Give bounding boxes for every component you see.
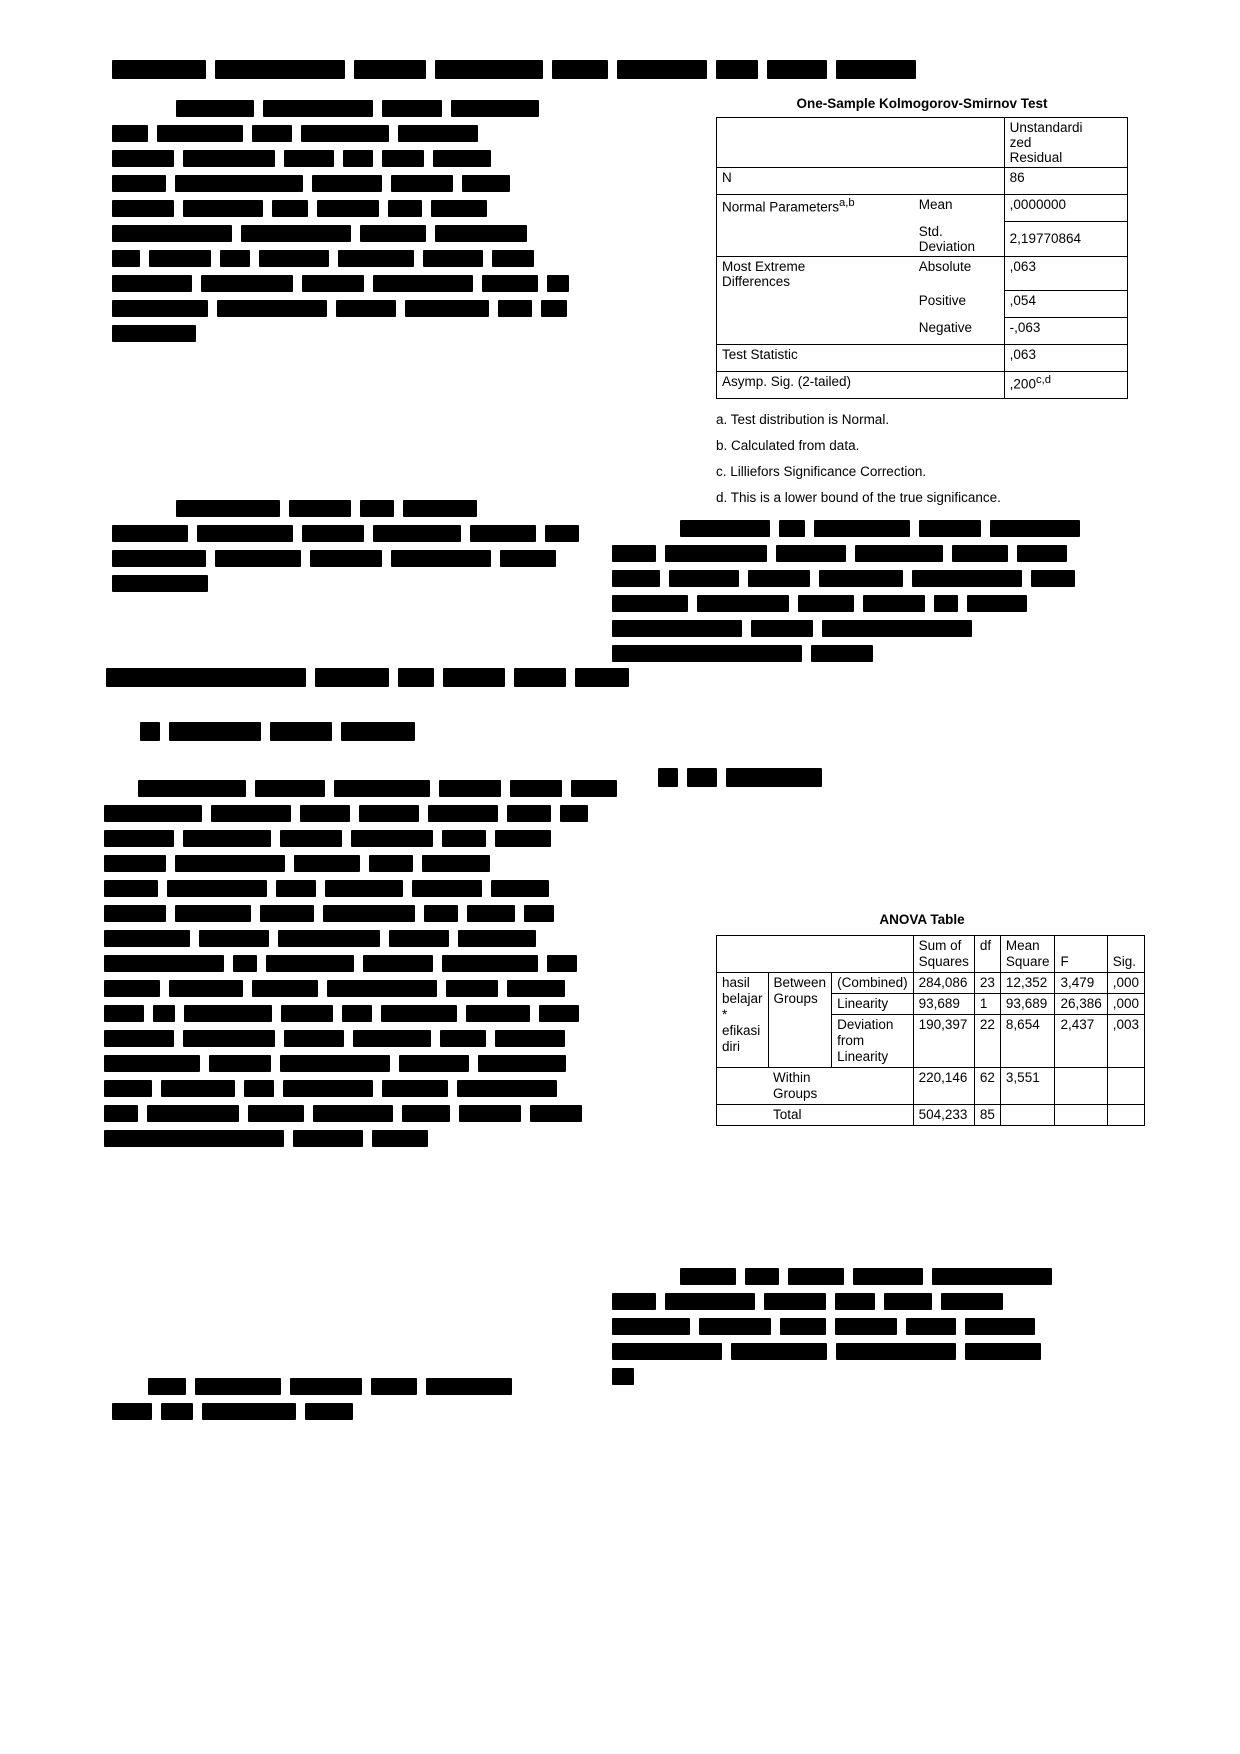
value-df: 62	[974, 1068, 1000, 1105]
table-row	[717, 222, 1128, 257]
footnote-c: c. Lilliefors Significance Correction.	[716, 464, 927, 479]
column-header-line-3: Residual	[1009, 150, 1063, 165]
redacted-paragraph-4	[112, 1378, 512, 1428]
value-sum-of-squares: 504,233	[913, 1105, 974, 1126]
anova-table-block	[716, 912, 1140, 1126]
table-header-row	[717, 936, 1145, 973]
value-mean-square: 12,352	[1000, 973, 1055, 994]
column-header-line-1: Unstandardi	[1009, 120, 1083, 135]
row-label-normal-parameters: Normal Parameters$^{a,b}$	[717, 195, 914, 222]
value-sum-of-squares: 190,397	[913, 1015, 974, 1068]
value-sig: ,003	[1107, 1015, 1144, 1068]
row-value-n: 86	[1004, 168, 1127, 195]
value-df: 1	[974, 994, 1000, 1015]
kolmogorov-footnotes	[716, 407, 1128, 511]
value-mean-square: 8,654	[1000, 1015, 1055, 1068]
row-value-test-statistic: ,063	[1004, 345, 1127, 372]
table-row	[717, 973, 1145, 994]
value-f	[1055, 1105, 1107, 1126]
row-sub-negative: Negative	[914, 318, 1004, 345]
footnote-d: d. This is a lower bound of the true significance.	[716, 490, 1001, 505]
row-value-negative: -,063	[1004, 318, 1127, 345]
footnote-a: a. Test distribution is Normal.	[716, 412, 890, 427]
value-df: 22	[974, 1015, 1000, 1068]
table-row	[717, 1105, 1145, 1126]
value-f: 2,437	[1055, 1015, 1107, 1068]
row-label-hasil-belajar-efikasi-diri: hasil belajar * efikasi diri	[717, 973, 769, 1068]
row-value-mean: ,0000000	[1004, 195, 1127, 222]
row-label-n: N	[717, 168, 914, 195]
redacted-heading-top	[112, 60, 916, 88]
value-mean-square	[1000, 1105, 1055, 1126]
redacted-subheading	[140, 722, 415, 750]
row-label-test-statistic: Test Statistic	[717, 345, 914, 372]
header-sig: Sig.	[1107, 936, 1144, 973]
redacted-paragraph-right-1	[612, 520, 1080, 670]
sub-deviation-from-linearity: Deviation from Linearity	[832, 1015, 914, 1068]
row-value-std-deviation: 2,19770864	[1004, 222, 1127, 257]
row-sub-positive: Positive	[914, 291, 1004, 318]
header-mean-square: Mean Square	[1000, 936, 1055, 973]
value-sig	[1107, 1105, 1144, 1126]
value-mean-square: 93,689	[1000, 994, 1055, 1015]
sub-linearity: Linearity	[832, 994, 914, 1015]
redacted-subheading-right	[658, 768, 822, 796]
table-header-row	[717, 118, 1128, 168]
group-total: Total	[768, 1105, 832, 1126]
row-sub-absolute: Absolute	[914, 256, 1004, 291]
value-sig: ,000	[1107, 973, 1144, 994]
table-row	[717, 291, 1128, 318]
row-value-asymp-sig: ,200$^{c,d}$	[1004, 372, 1127, 399]
table-row	[717, 1068, 1145, 1105]
row-label-asymp-sig: Asymp. Sig. (2-tailed)	[717, 372, 914, 399]
anova-table-title: ANOVA Table	[879, 912, 965, 927]
redacted-paragraph-3	[104, 780, 617, 1155]
row-sub-std-deviation: Std. Deviation	[914, 222, 1004, 257]
row-value-positive: ,054	[1004, 291, 1127, 318]
table-row	[717, 318, 1128, 345]
row-sub-mean: Mean	[914, 195, 1004, 222]
kolmogorov-smirnov-table	[716, 117, 1128, 399]
kolmogorov-table-title: One-Sample Kolmogorov-Smirnov Test	[796, 96, 1048, 111]
group-between-groups: Between Groups	[768, 973, 832, 1068]
redacted-paragraph-2	[112, 500, 579, 600]
table-row	[717, 168, 1128, 195]
value-f	[1055, 1068, 1107, 1105]
value-sum-of-squares: 93,689	[913, 994, 974, 1015]
table-row	[717, 195, 1128, 222]
value-f: 26,386	[1055, 994, 1107, 1015]
table-row	[717, 372, 1128, 399]
row-value-absolute: ,063	[1004, 256, 1127, 291]
value-sig	[1107, 1068, 1144, 1105]
header-sum-of-squares: Sum of Squares	[913, 936, 974, 973]
redacted-heading-2	[106, 668, 629, 696]
value-mean-square: 3,551	[1000, 1068, 1055, 1105]
value-df: 23	[974, 973, 1000, 994]
anova-table	[716, 935, 1145, 1126]
sub-combined: (Combined)	[832, 973, 914, 994]
header-df: df	[974, 936, 1000, 973]
footnote-b: b. Calculated from data.	[716, 438, 860, 453]
table-row	[717, 256, 1128, 291]
value-sum-of-squares: 220,146	[913, 1068, 974, 1105]
header-f: F	[1055, 936, 1107, 973]
value-f: 3,479	[1055, 973, 1107, 994]
column-header-line-2: zed	[1009, 135, 1032, 150]
group-within-groups: Within Groups	[768, 1068, 832, 1105]
kolmogorov-smirnov-table-block	[716, 96, 1128, 511]
table-row	[717, 345, 1128, 372]
value-sig: ,000	[1107, 994, 1144, 1015]
redacted-paragraph-1	[112, 100, 569, 350]
value-sum-of-squares: 284,086	[913, 973, 974, 994]
row-label-most-extreme-differences: Most Extreme Differences	[717, 256, 914, 291]
value-df: 85	[974, 1105, 1000, 1126]
redacted-paragraph-right-2	[612, 1268, 1052, 1393]
